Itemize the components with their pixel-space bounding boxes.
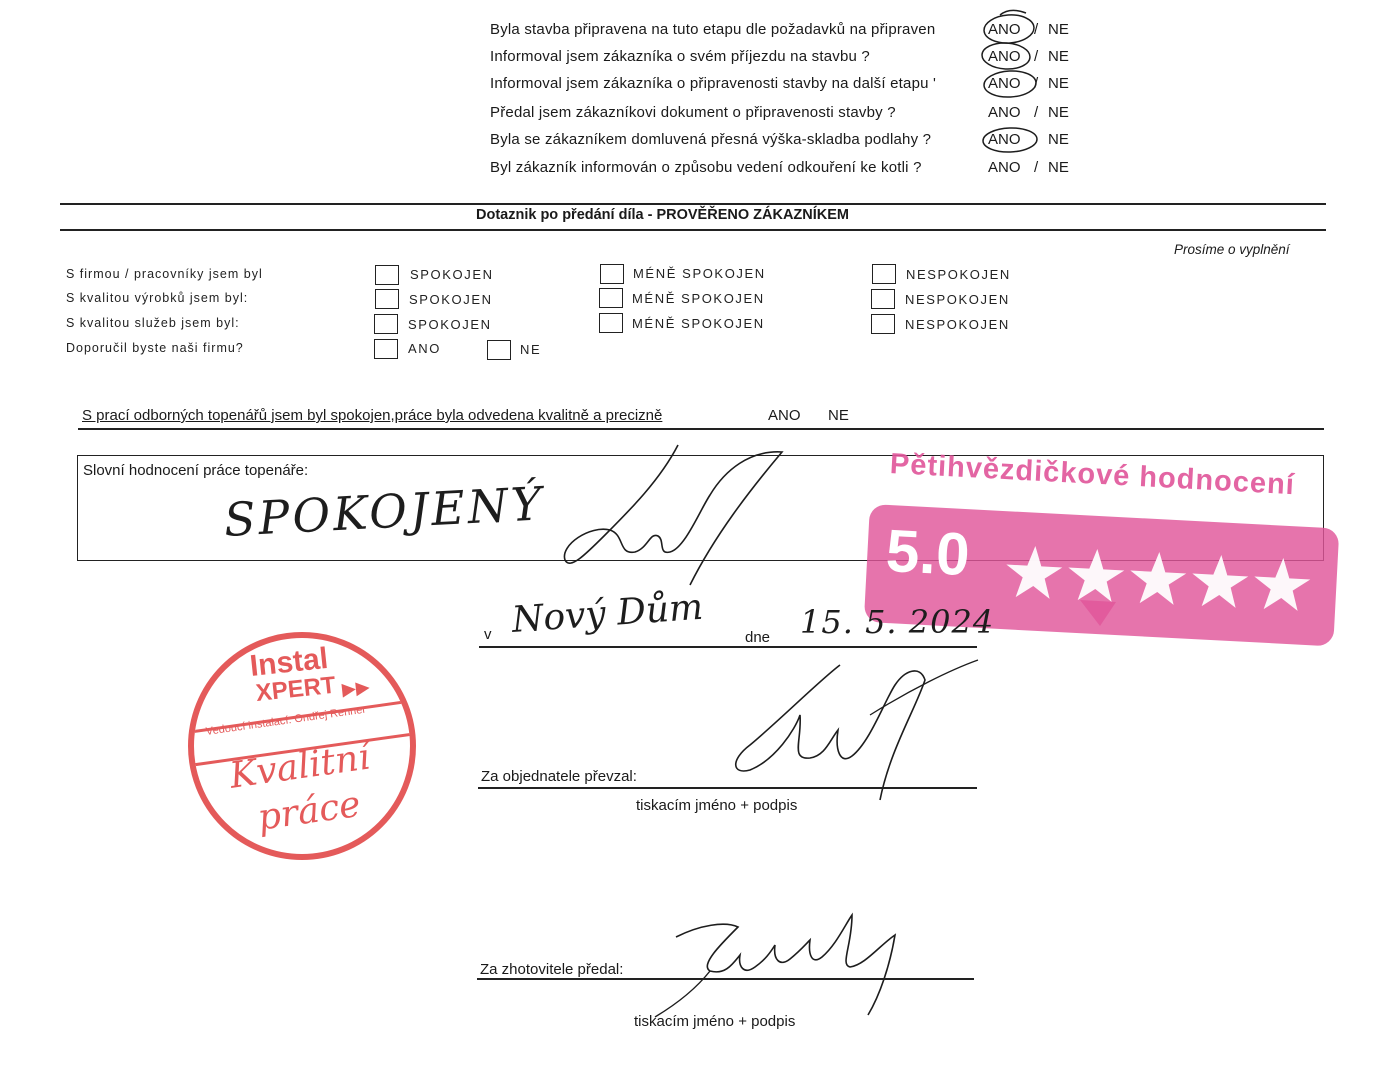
recommend-label: Doporučil byste naši firmu?	[66, 341, 244, 355]
checkbox-nespokojen[interactable]	[871, 289, 895, 309]
checklist-ne[interactable]: NE	[1048, 159, 1069, 176]
customer-sublabel: tiskacím jméno + podpis	[636, 797, 798, 814]
checkbox-spokojen[interactable]	[375, 289, 399, 309]
checkbox-mene-spokojen[interactable]	[599, 288, 623, 308]
checkbox-nespokojen[interactable]	[872, 264, 896, 284]
survey-row-label: S firmou / pracovníky jsem byl	[66, 267, 263, 281]
answer-circle-mark	[983, 70, 1039, 99]
contractor-sublabel: tiskacím jméno + podpis	[634, 1013, 796, 1030]
checklist-ano[interactable]: ANO	[988, 159, 1021, 176]
checklist-question: Byla stavba připravena na tuto etapu dle požadavků na připraven	[490, 21, 936, 38]
statement-rule	[78, 428, 1324, 430]
option-label: ANO	[408, 341, 441, 356]
option-label: NE	[520, 342, 542, 357]
option-label: MÉNĚ SPOKOJEN	[632, 316, 765, 331]
checkbox-ano[interactable]	[374, 339, 398, 359]
survey-bottom-rule	[60, 229, 1326, 231]
star-icon	[1191, 554, 1250, 609]
evaluation-handwriting: SPOKOJENÝ	[222, 476, 546, 547]
contractor-rule	[477, 978, 974, 980]
checklist-sep: /	[1034, 75, 1039, 92]
star-icon	[1005, 545, 1064, 600]
date-value[interactable]: 15. 5. 2024	[800, 603, 995, 641]
quality-stamp-line2: práce	[255, 783, 364, 839]
answer-circle-mark	[983, 13, 1035, 44]
checkbox-spokojen[interactable]	[374, 314, 398, 334]
checklist-ne[interactable]: NE	[1048, 21, 1069, 38]
checklist-question: Byl zákazník informován o způsobu vedení odkouření ke kotli ?	[490, 159, 922, 176]
option-label: MÉNĚ SPOKOJEN	[632, 291, 765, 306]
option-label: NESPOKOJEN	[905, 292, 1010, 307]
checklist-ano[interactable]: ANO	[988, 48, 1021, 65]
survey-row-label: S kvalitou služeb jsem byl:	[66, 316, 240, 330]
quality-stamp	[188, 632, 416, 860]
rating-stamp-title: Pětihvězdičkové hodnocení	[889, 448, 1296, 502]
checklist-ne[interactable]: NE	[1048, 104, 1069, 121]
quality-stamp-leader: Vedoucí instalací: Ondřej Renner	[205, 703, 367, 738]
option-label: SPOKOJEN	[410, 267, 494, 282]
option-label: MÉNĚ SPOKOJEN	[633, 266, 766, 281]
answer-circle-mark	[983, 127, 1038, 153]
checklist-sep: /	[1034, 21, 1039, 38]
statement-ne[interactable]: NE	[828, 407, 849, 424]
statement-ano[interactable]: ANO	[768, 407, 801, 424]
checkbox-spokojen[interactable]	[375, 265, 399, 285]
checkbox-mene-spokojen[interactable]	[600, 264, 624, 284]
statement-text: S prací odborných topenářů jsem byl spokojen,práce byla odvedena kvalitně a precizně	[82, 407, 663, 424]
checklist-ne[interactable]: NE	[1048, 75, 1069, 92]
checklist-ano[interactable]: ANO	[988, 104, 1021, 121]
option-label: SPOKOJEN	[409, 292, 493, 307]
survey-note: Prosíme o vyplnění	[1174, 242, 1290, 257]
checklist-ne[interactable]: NE	[1048, 48, 1069, 65]
star-icon	[1067, 548, 1126, 603]
rating-stamp-score: 5.0	[884, 516, 972, 589]
customer-label: Za objednatele převzal:	[481, 768, 637, 785]
checkbox-nespokojen[interactable]	[871, 314, 895, 334]
checkbox-mene-spokojen[interactable]	[599, 313, 623, 333]
place-prefix: v	[484, 626, 492, 643]
checklist-question: Informoval jsem zákazníka o svém příjezdu na stavbu ?	[490, 48, 870, 65]
evaluation-label: Slovní hodnocení práce topenáře:	[83, 462, 309, 479]
checklist-question: Předal jsem zákazníkovi dokument o připravenosti stavby ?	[490, 104, 896, 121]
signature-topenar	[550, 440, 800, 590]
checklist-ano[interactable]: ANO	[988, 21, 1021, 38]
contractor-label: Za zhotovitele předal:	[480, 961, 624, 978]
checklist-sep: /	[1034, 104, 1039, 121]
quality-stamp-line1: Kvalitní	[227, 736, 373, 797]
customer-rule	[478, 787, 977, 789]
checklist-question: Byla se zákazníkem domluvená přesná výška-skladba podlahy ?	[490, 131, 932, 148]
survey-top-rule	[60, 203, 1326, 205]
signature-customer	[720, 650, 980, 810]
date-label: dne	[745, 629, 771, 646]
checkbox-ne[interactable]	[487, 340, 511, 360]
quality-stamp-brand-bottom: XPERT	[254, 671, 337, 707]
option-label: NESPOKOJEN	[906, 267, 1011, 282]
quality-stamp-brand-top: Instal	[248, 641, 330, 683]
checklist-ano[interactable]: ANO	[988, 75, 1021, 92]
checklist-ano[interactable]: ANO	[988, 131, 1021, 148]
rating-stars	[1000, 520, 1330, 620]
survey-title: Dotaznik po předání díla - PROVĚŘENO ZÁKAZNÍKEM	[476, 207, 849, 223]
star-icon	[1253, 557, 1312, 612]
option-label: SPOKOJEN	[408, 317, 492, 332]
star-icon	[1129, 551, 1188, 606]
checklist-sep: /	[1034, 159, 1039, 176]
play-forward-icon: ▶▶	[340, 676, 371, 700]
answer-circle-mark	[981, 42, 1030, 70]
checklist-question: Informoval jsem zákazníka o připravenosti stavby na další etapu '	[490, 75, 937, 92]
checklist-ne[interactable]: NE	[1048, 131, 1069, 148]
checklist-sep: /	[1034, 48, 1039, 65]
answer-circle-marks	[0, 0, 1399, 200]
option-label: NESPOKOJEN	[905, 317, 1010, 332]
survey-row-label: S kvalitou výrobků jsem byl:	[66, 291, 249, 305]
place-date-rule	[479, 646, 977, 648]
place-value[interactable]: Nový Dům	[510, 586, 705, 641]
